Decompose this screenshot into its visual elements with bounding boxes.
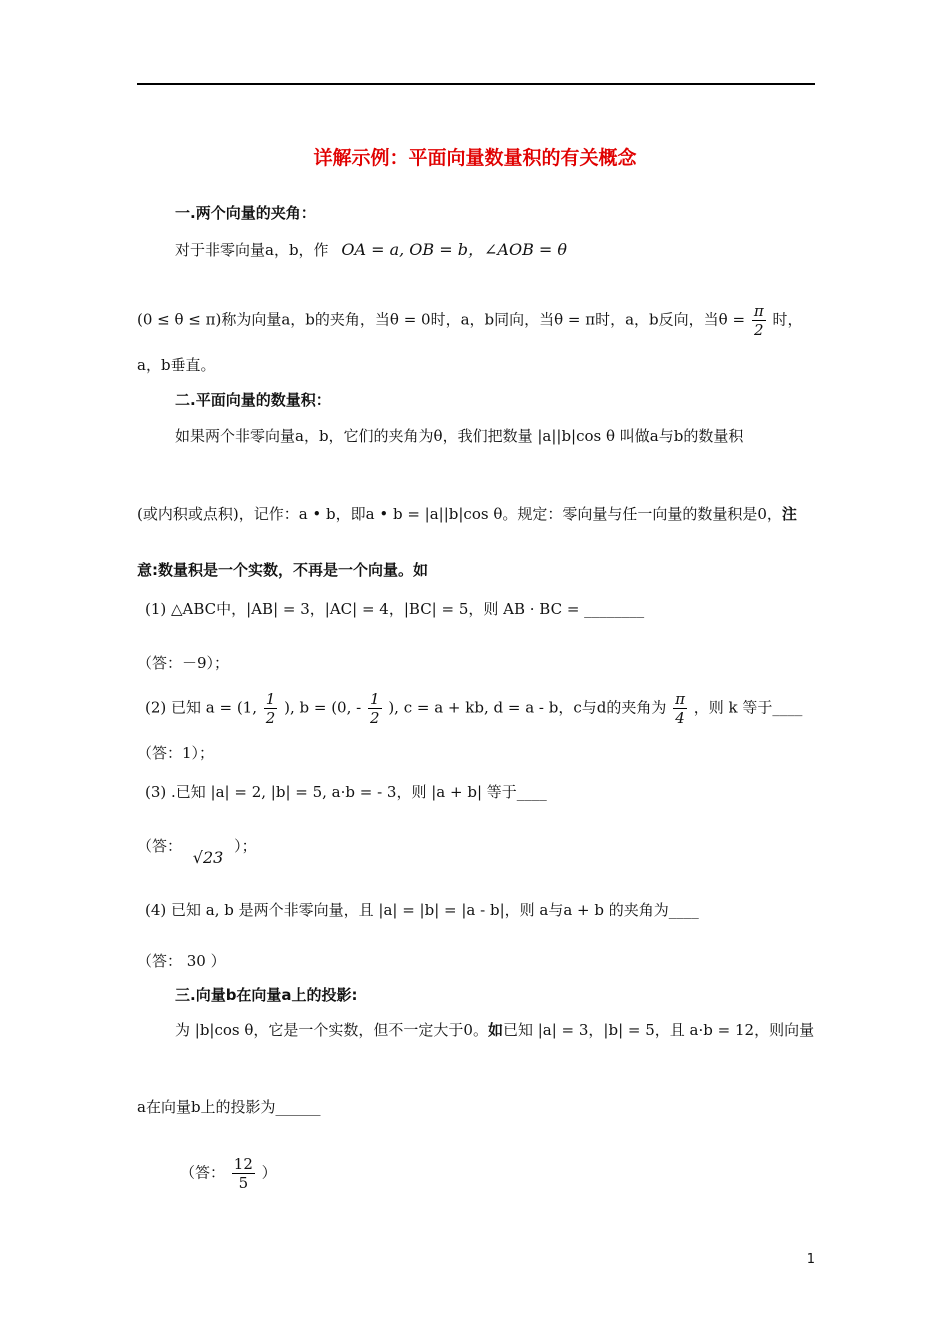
s3-answer-post: ） [261,1163,277,1182]
example-2-answer: （答：1）； [137,744,215,762]
ex2-half-1 [264,690,278,727]
s3-line-1 [175,1018,814,1042]
s2-line-1: 如果两个非零向量a，b，它们的夹角为θ，我们把数量 |a||b|cos θ 叫做a与b的数量积 [175,427,744,445]
ex2-half-2 [368,690,382,727]
s3-answer-pre: （答： [180,1163,226,1182]
fraction-denominator: 2 [369,709,380,727]
section-2-heading: 二.平面向量的数量积： [175,391,331,409]
ex2-angle-fraction [673,690,687,727]
s3-line-1-text: 为 |b|cos θ，它是一个实数，但不一定大于0。 [175,1021,488,1039]
ex3-answer-post: ）； [234,837,257,855]
ex2-post2: ), c = a + kb, d = a - b，c与d的夹角为 [388,698,667,717]
ex2-post: ), b = (0, - [284,698,362,717]
ex3-answer-math: √23 [192,848,224,867]
example-3-answer [137,834,257,867]
example-3-question: (3) .已知 |a| = 2, |b| = 5, a·b = - 3，则 |a + b| 等于____ [145,783,547,801]
fraction-denominator: 4 [675,709,685,727]
fraction-numerator: 1 [265,690,276,708]
s2-line-2-text: (或内积或点积)，记作：a • b，即a • b = |a||b|cos θ。规定：零向量与任一向量的数量积是0， [137,505,782,523]
page-title: 详解示例：平面向量数量积的有关概念 [313,147,637,169]
section-3-heading: 三.向量b在向量a上的投影: [175,986,358,1004]
ex3-answer-pre: （答： [137,837,183,855]
s1-line-2-fraction [752,302,766,339]
example-2-question [145,690,802,727]
s3-line-2: a在向量b上的投影为______ [137,1098,321,1116]
example-4-question: (4) 已知 a, b 是两个非零向量，且 |a| = |b| = |a - b|，则 a与a + b 的夹角为____ [145,901,699,919]
s3-answer-fraction [232,1155,255,1192]
s1-line-1-math: OA = a, OB = b，∠AOB = θ [341,240,568,259]
ex2-pre: (2) 已知 a = (1, [145,698,262,717]
page-number: 1 [806,1252,815,1267]
fraction-numerator: π [675,690,685,708]
s1-line-2 [137,302,802,339]
section-1-heading: 一.两个向量的夹角： [175,204,316,222]
s2-line-3: 意:数量积是一个实数，不再是一个向量。如 [137,561,429,579]
s2-line-2-bold: 注 [781,505,797,523]
s3-line-1-tail: 已知 |a| = 3，|b| = 5，且 a·b = 12，则向量 [502,1021,815,1039]
s3-line-1-bold: 如 [487,1021,503,1039]
header-rule [137,83,815,85]
s1-line-1-text: 对于非零向量a，b，作 [175,241,329,259]
fraction-numerator: 1 [369,690,380,708]
s1-line-2-tail: 时， [772,310,803,329]
fraction-denominator: 5 [238,1174,249,1192]
fraction-denominator: 2 [265,709,276,727]
s1-line-2-text: (0 ≤ θ ≤ π)称为向量a，b的夹角，当θ = 0时，a，b同向，当θ = π时，a，b反向，当θ = [137,310,746,329]
example-1-question: (1) △ABC中，|AB| = 3，|AC| = 4，|BC| = 5，则 AB · BC = ________ [145,600,645,618]
s1-line-3: a，b垂直。 [137,356,216,374]
s3-answer [180,1155,277,1192]
s1-line-1 [175,238,567,262]
fraction-numerator: π [753,302,764,320]
s2-line-2 [137,502,797,526]
fraction-denominator: 2 [753,321,764,339]
fraction-numerator: 12 [233,1155,253,1173]
ex2-tail: ，则 k 等于____ [693,698,803,717]
example-4-answer: （答： 30 ） [137,952,226,970]
example-1-answer: （答：－9）； [137,654,230,672]
